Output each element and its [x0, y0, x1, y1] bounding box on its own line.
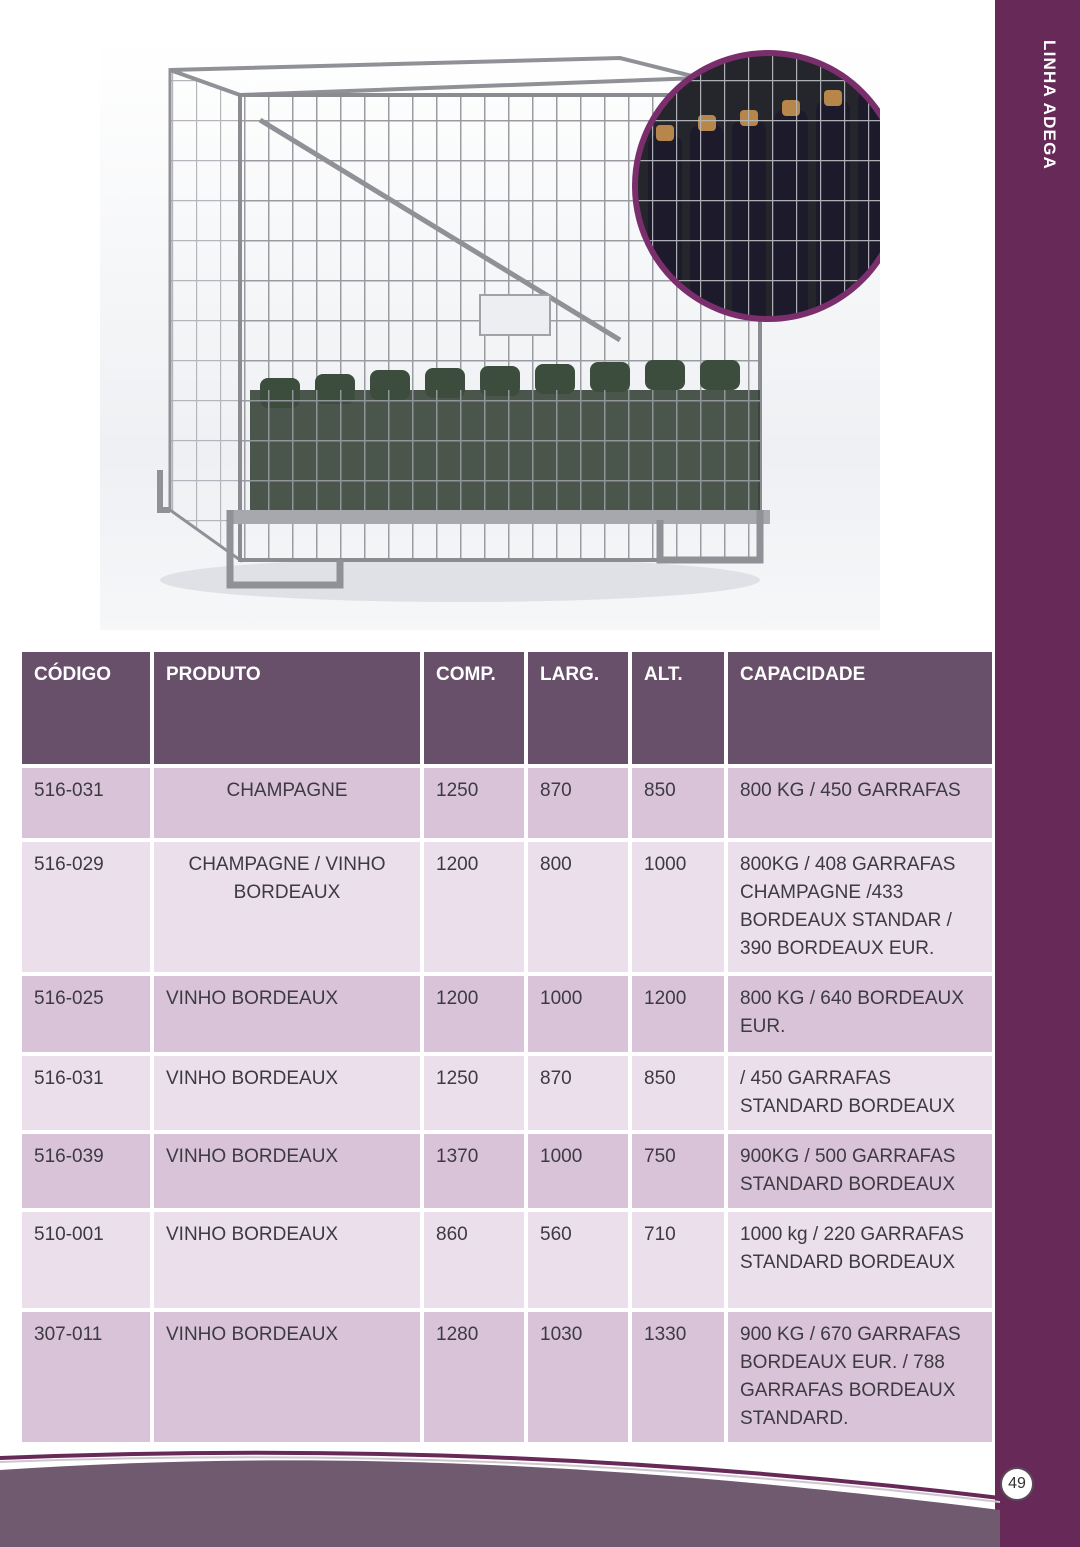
cell-larg: 870	[528, 768, 628, 838]
section-title-text: LINHA ADEGA	[1040, 40, 1059, 170]
cell-alt: 1200	[632, 976, 724, 1052]
cell-capacidade: 800 KG / 450 GARRAFAS	[728, 768, 992, 838]
cell-alt: 850	[632, 1056, 724, 1130]
cell-comp: 1200	[424, 842, 524, 972]
cell-codigo: 307-011	[22, 1312, 150, 1442]
cell-alt: 710	[632, 1212, 724, 1308]
cell-capacidade: 800 KG / 640 BORDEAUX EUR.	[728, 976, 992, 1052]
cell-comp: 1250	[424, 1056, 524, 1130]
cell-produto: VINHO BORDEAUX	[154, 1212, 420, 1308]
table-row	[22, 1212, 992, 1308]
header-comp: COMP.	[424, 652, 524, 764]
cell-larg: 560	[528, 1212, 628, 1308]
cell-larg: 800	[528, 842, 628, 972]
table-row	[22, 976, 992, 1052]
cell-capacidade: / 450 GARRAFAS STANDARD BORDEAUX	[728, 1056, 992, 1130]
cell-larg: 1000	[528, 976, 628, 1052]
cell-larg: 870	[528, 1056, 628, 1130]
cell-comp: 1280	[424, 1312, 524, 1442]
cell-produto: CHAMPAGNE	[154, 768, 420, 838]
cell-produto: VINHO BORDEAUX	[154, 1056, 420, 1130]
header-codigo: CÓDIGO	[22, 652, 150, 764]
cell-larg: 1030	[528, 1312, 628, 1442]
cell-codigo: 516-039	[22, 1134, 150, 1208]
cell-codigo: 516-029	[22, 842, 150, 972]
cell-codigo: 510-001	[22, 1212, 150, 1308]
cell-comp: 1200	[424, 976, 524, 1052]
cell-capacidade: 1000 kg / 220 GARRAFAS STANDARD BORDEAUX	[728, 1212, 992, 1308]
cell-produto: CHAMPAGNE / VINHO BORDEAUX	[154, 842, 420, 972]
header-alt: ALT.	[632, 652, 724, 764]
cell-alt: 1000	[632, 842, 724, 972]
cell-comp: 860	[424, 1212, 524, 1308]
cell-capacidade: 800KG / 408 GARRAFAS CHAMPAGNE /433 BORDEAUX STANDAR / 390 BORDEAUX EUR.	[728, 842, 992, 972]
cell-larg: 1000	[528, 1134, 628, 1208]
cell-capacidade: 900KG / 500 GARRAFAS STANDARD BORDEAUX	[728, 1134, 992, 1208]
cell-alt: 850	[632, 768, 724, 838]
table-row	[22, 768, 992, 838]
header-larg: LARG.	[528, 652, 628, 764]
bottom-wave-decoration	[0, 1440, 1080, 1547]
page-number: 49	[1000, 1467, 1034, 1501]
cell-capacidade: 900 KG / 670 GARRAFAS BORDEAUX EUR. / 788 GARRAFAS BORDEAUX STANDARD.	[728, 1312, 992, 1442]
header-produto: PRODUTO	[154, 652, 420, 764]
cell-comp: 1250	[424, 768, 524, 838]
wire-cage-illustration	[100, 40, 880, 630]
header-capacidade: CAPACIDADE	[728, 652, 992, 764]
cell-codigo: 516-031	[22, 768, 150, 838]
product-photo	[100, 40, 880, 630]
table-row	[22, 842, 992, 972]
table-row	[22, 1312, 992, 1442]
cell-alt: 750	[632, 1134, 724, 1208]
cell-comp: 1370	[424, 1134, 524, 1208]
cell-produto: VINHO BORDEAUX	[154, 1134, 420, 1208]
cell-codigo: 516-025	[22, 976, 150, 1052]
cell-produto: VINHO BORDEAUX	[154, 976, 420, 1052]
cell-codigo: 516-031	[22, 1056, 150, 1130]
cell-produto: VINHO BORDEAUX	[154, 1312, 420, 1442]
table-row	[22, 1056, 992, 1130]
products-table	[18, 648, 996, 1446]
section-title	[1037, 40, 1067, 280]
table-header-row	[22, 652, 992, 764]
cell-alt: 1330	[632, 1312, 724, 1442]
side-band	[995, 0, 1080, 1547]
table-row	[22, 1134, 992, 1208]
